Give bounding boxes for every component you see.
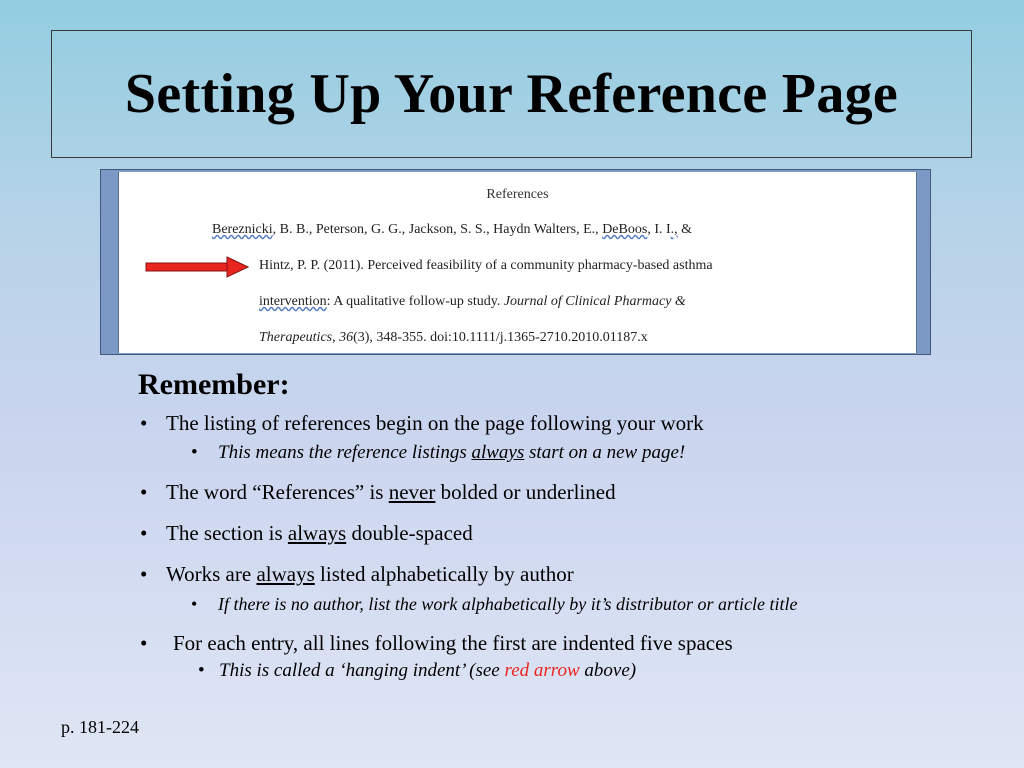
- list-item-emphasis: always: [287, 521, 347, 545]
- sub-list: [166, 442, 998, 464]
- remember-list: [138, 410, 998, 682]
- red-arrow-icon: [145, 256, 249, 278]
- sub-list-item: • If there is no author, list the work alphabetically by it’s distributor or article title: [166, 593, 998, 615]
- list-item-text: The listing of references begin on the page following your work: [166, 411, 704, 435]
- list-item: [138, 479, 998, 505]
- list-item: [138, 520, 998, 546]
- page-title: Setting Up Your Reference Page: [124, 63, 899, 125]
- example-journal: Journal of Clinical Pharmacy &: [503, 294, 686, 309]
- list-item-text: Works are: [166, 562, 257, 586]
- list-item-text: The section is: [166, 521, 288, 545]
- example-word-intervention: intervention: [259, 294, 327, 309]
- list-item-text: listed alphabetically by author: [314, 562, 574, 586]
- example-line-1: [212, 222, 692, 238]
- list-item: [138, 630, 998, 682]
- list-item: [138, 561, 998, 615]
- sub-text: start on a new page!: [524, 442, 686, 463]
- example-author-dot: .,: [670, 222, 678, 237]
- sub-text: This means the reference listings: [218, 442, 472, 463]
- sub-list-item: [166, 442, 998, 464]
- reference-example-paper: [118, 172, 917, 353]
- title-box: [51, 30, 972, 158]
- example-authors: , B. B., Peterson, G. G., Jackson, S. S., Haydn Walters, E.,: [272, 222, 603, 237]
- list-item-text: The word “References” is: [166, 480, 389, 504]
- reference-example-image: [100, 169, 931, 355]
- example-line-3: [259, 294, 686, 310]
- red-arrow-callout: red arrow: [504, 660, 580, 681]
- page-reference: p. 181-224: [61, 717, 139, 737]
- example-author-initials: , I. I: [647, 222, 671, 237]
- list-item-emphasis: always: [256, 562, 315, 586]
- list-item-emphasis: never: [388, 480, 436, 504]
- red-arrow-head: [227, 257, 248, 277]
- example-ampersand: &: [677, 222, 693, 237]
- example-author-1: Bereznicki: [212, 222, 273, 237]
- remember-heading: Remember:: [138, 368, 290, 401]
- sub-emphasis: always: [471, 442, 525, 463]
- example-heading: References: [486, 187, 549, 202]
- example-study-title: : A qualitative follow-up study.: [326, 294, 504, 309]
- remember-section: [138, 368, 998, 697]
- list-item: [138, 410, 998, 464]
- example-author-2: DeBoos: [602, 222, 648, 237]
- example-line-2: Hintz, P. P. (2011). Perceived feasibility of a community pharmacy-based asthma: [259, 258, 713, 273]
- list-item-text: double-spaced: [346, 521, 473, 545]
- list-item-text: bolded or underlined: [435, 480, 616, 504]
- example-pages-doi: (3), 348-355. doi:10.1111/j.1365-2710.2010.01187.x: [353, 330, 648, 345]
- sub-list: [173, 660, 998, 682]
- sub-text: This is called a ‘hanging indent’ (see: [219, 660, 505, 681]
- red-arrow-shaft: [146, 263, 228, 271]
- list-item-text: For each entry, all lines following the first are indented five spaces: [173, 631, 733, 655]
- sub-text: above): [579, 660, 637, 681]
- example-journal-volume: Therapeutics, 36: [259, 330, 354, 345]
- example-line-4: [259, 330, 648, 346]
- sub-list: [166, 593, 998, 615]
- sub-list-item: [173, 660, 998, 682]
